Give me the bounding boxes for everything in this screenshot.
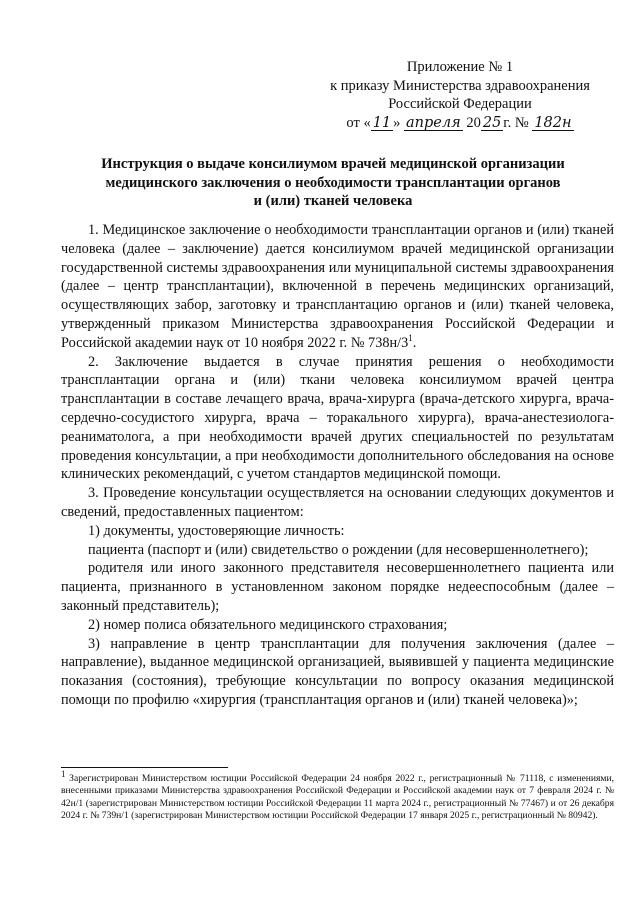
appendix-header: [310, 58, 610, 132]
list-item-1b-tail: (далее – законный представитель);: [61, 579, 614, 614]
handwritten-day: 11: [372, 114, 392, 131]
paragraph-3: 3. Проведение консультации осуществляется на основании следующих документов и сведений, предоставленных пациентом:: [61, 485, 614, 520]
appendix-number: Приложение № 1: [406, 59, 514, 75]
date-mid: »: [393, 114, 401, 131]
title-line-2: медицинского заключения о необходимости трансплантации органов: [105, 174, 561, 191]
document-body: [61, 221, 614, 710]
footnote: [61, 768, 614, 823]
title-line-3: и (или) тканей человека: [253, 193, 413, 209]
date-prefix: от «: [346, 114, 371, 131]
list-item-1b-text: родителя или иного законного представителя несовершеннолетнего пациента или пациента, признанного в установленном законом порядке недееспособным: [61, 560, 614, 596]
paragraph-1: [61, 221, 614, 353]
handwritten-year: 25: [482, 114, 502, 131]
order-reference: к приказу Министерства здравоохранения: [330, 77, 590, 94]
list-item-1b: [61, 559, 614, 615]
list-item-2: 2) номер полиса обязательного медицинского страхования;: [88, 616, 448, 633]
footnote-text: Зарегистрирован Министерством юстиции Российской Федерации 24 ноября 2022 г., регистрационный № 71118, с изменениями, внесенными приказами Министерства здравоохранения Российской Федерации и Российской академии наук от 7 февраля 2024 г. № 42н/1 (зарегистрирован Министерством юстиции Российской Федерации 11 марта 2024 г., регистрационный № 77467) и от 26 декабря 2024 г. № 739н/1 (зарегистрирован Министерством юстиции Российской Федерации 17 января 2025 г., регистрационный № 80942).: [61, 773, 614, 822]
year-end: г. №: [503, 114, 529, 131]
handwritten-order-number: 182н: [534, 114, 572, 131]
footnote-divider: [61, 767, 228, 768]
year-prefix: 20: [466, 114, 481, 131]
list-item-1a: пациента (паспорт и (или) свидетельство о рождении (для несовершеннолетнего);: [88, 541, 589, 558]
title-line-1: Инструкция о выдаче консилиумом врачей медицинской организации: [101, 156, 565, 172]
handwritten-month: апреля: [406, 114, 461, 131]
list-item-1: 1) документы, удостоверяющие личность:: [88, 522, 345, 539]
document-title: [60, 155, 606, 211]
order-date-line: [310, 114, 610, 133]
paragraph-1-end: .: [412, 334, 417, 351]
footnote-ref: 1: [408, 333, 413, 344]
paragraph-2: 2. Заключение выдается в случае принятия решения о необходимости трансплантации органа и (или) ткани человека консилиумом врачей центра трансплантации в составе лечащего врача, врача-хирурга (врача-детского хирурга, врача-сердечно-сосудистого хирурга, врача – торакального хирурга), врача-анестезиолога-реаниматолога, а при необходимости врачей других специальностей по результатам проведения консультации, а при необходимости дополнительного обследования на основе клинических рекомендаций, с учетом стандартов медицинской помощи.: [61, 353, 614, 483]
footnote-mark: 1: [61, 768, 66, 779]
list-item-3: 3) направление в центр трансплантации для получения заключения (далее – направление), выданное медицинской организацией, выявившей у пациента медицинские показания (состояния), требующие консультации по вопросу оказания медицинской помощи по профилю «хирургия (трансплантация органов и (или) тканей человека)»;: [61, 635, 614, 708]
ministry-name: Российской Федерации: [388, 96, 532, 112]
paragraph-1-text: 1. Медицинское заключение о необходимости трансплантации органов и (или) тканей человека (далее – заключение) дается консилиумом врачей медицинской организации государственной системы здравоохранения или муниципальной системы здравоохранения (далее – центр трансплантации), включенной в перечень медицинских организаций, осуществляющих забор, заготовку и трансплантацию органов и (или) тканей человека, утвержденный приказом Министерства здравоохранения Российской Федерации и Российской академии наук от 10 ноября 2022 г. № 738н/3: [61, 222, 614, 351]
